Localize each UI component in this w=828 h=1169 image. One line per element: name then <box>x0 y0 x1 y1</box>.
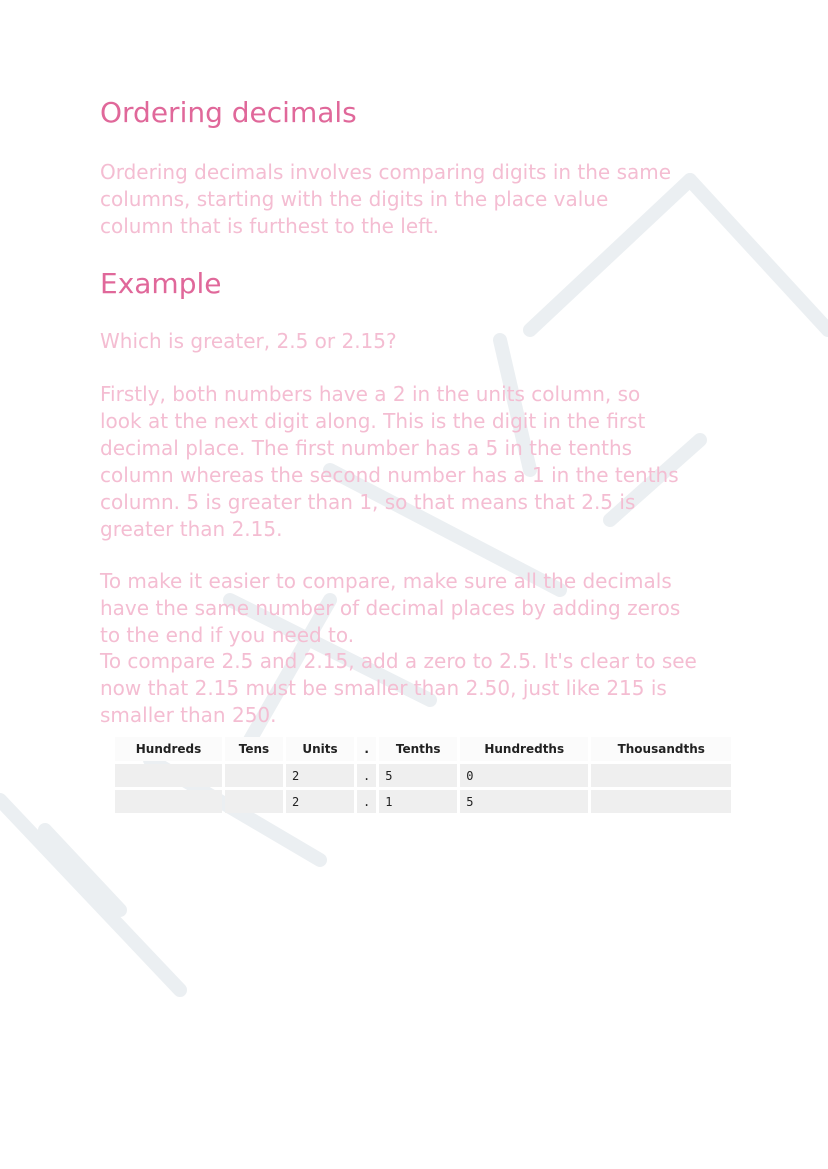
table-cell <box>115 790 222 813</box>
text-line: To make it easier to compare, make sure all the decimals <box>100 569 672 593</box>
table-cell: . <box>357 764 376 787</box>
table-cell <box>591 764 731 787</box>
example-question <box>100 328 740 355</box>
text-line: have the same number of decimal places by adding zeros <box>100 596 681 620</box>
table-row <box>115 764 731 787</box>
text-line: look at the next digit along. This is the digit in the first <box>100 409 646 433</box>
column-header-tens: Tens <box>225 737 283 761</box>
text-line: decimal place. The first number has a 5 in the tenths <box>100 436 633 460</box>
column-header-hundredths: Hundredths <box>460 737 588 761</box>
column-header-thousandths: Thousandths <box>591 737 731 761</box>
table-cell: 5 <box>379 764 457 787</box>
table-cell: 0 <box>460 764 588 787</box>
explanation-paragraph <box>100 381 740 543</box>
table-cell: 2 <box>286 790 354 813</box>
tip-paragraph <box>100 568 740 649</box>
text-line: column whereas the second number has a 1 in the tenths <box>100 463 679 487</box>
text-line: Which is greater, 2.5 or 2.15? <box>100 329 397 353</box>
table-cell <box>115 764 222 787</box>
text-line: columns, starting with the digits in the place value <box>100 187 609 211</box>
text-line: greater than 2.15. <box>100 517 283 541</box>
text-line: column that is furthest to the left. <box>100 214 440 238</box>
table-cell: . <box>357 790 376 813</box>
table-row <box>115 790 731 813</box>
text-line: column. 5 is greater than 1, so that means that 2.5 is <box>100 490 636 514</box>
table-cell <box>225 764 283 787</box>
example-heading: Example <box>100 267 222 300</box>
column-header-decimal-point: . <box>357 737 376 761</box>
compare-paragraph <box>100 648 740 729</box>
text-line: Ordering decimals involves comparing digits in the same <box>100 160 672 184</box>
text-line: smaller than 250. <box>100 703 277 727</box>
intro-paragraph <box>100 159 740 240</box>
text-line: To compare 2.5 and 2.15, add a zero to 2.5. It's clear to see <box>100 649 697 673</box>
table-cell <box>225 790 283 813</box>
column-header-units: Units <box>286 737 354 761</box>
page-title: Ordering decimals <box>100 96 357 129</box>
text-line: now that 2.15 must be smaller than 2.50, just like 215 is <box>100 676 667 700</box>
table-cell <box>591 790 731 813</box>
table-cell: 5 <box>460 790 588 813</box>
column-header-hundreds: Hundreds <box>115 737 222 761</box>
table-cell: 1 <box>379 790 457 813</box>
text-line: to the end if you need to. <box>100 623 355 647</box>
table-header-row <box>115 737 731 761</box>
text-line: Firstly, both numbers have a 2 in the units column, so <box>100 382 641 406</box>
place-value-table <box>112 734 734 816</box>
table-cell: 2 <box>286 764 354 787</box>
column-header-tenths: Tenths <box>379 737 457 761</box>
